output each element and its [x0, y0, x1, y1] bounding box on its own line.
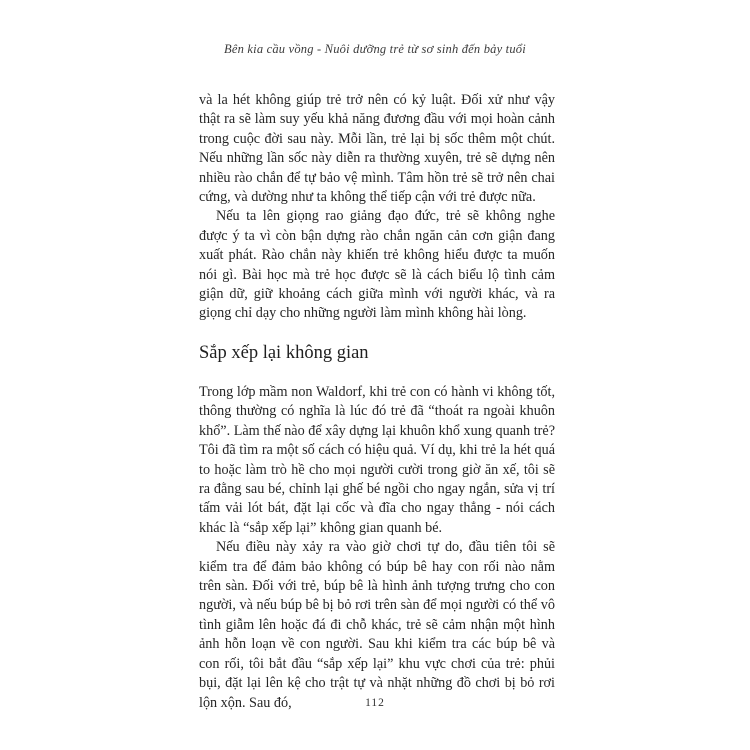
paragraph: và la hét không giúp trẻ trở nên có kỷ luật. Đối xử như vậy thật ra sẽ làm suy yếu khả năng đương đầu với mọi hoàn cảnh trong cuộc đời sau này. Mỗi lần, trẻ lại bị sốc thêm một chút. Nếu những lần sốc này diễn ra thường xuyên, trẻ sẽ dựng nên nhiều rào chắn để tự bảo vệ mình. Tâm hồn trẻ sẽ trở nên chai cứng, và dường như ta không thể tiếp cận với trẻ được nữa.	[199, 92, 555, 206]
paragraph: Nếu ta lên giọng rao giảng đạo đức, trẻ sẽ không nghe được ý ta vì còn bận dựng rào chắn ngăn cản cơn giận đang xuất phát. Rào chắn này khiến trẻ không hiểu được ta muốn nói gì. Bài học mà trẻ học được sẽ là cách biểu lộ tình cảm giận dữ, giữ khoảng cách giữa mình với người khác, và ra giọng chỉ dạy cho những người làm mình không hài lòng.	[199, 208, 555, 322]
text-block-bottom	[199, 383, 555, 713]
page-number: 112	[365, 697, 385, 709]
paragraph: Nếu điều này xảy ra vào giờ chơi tự do, đầu tiên tôi sẽ kiểm tra để đảm bảo không có búp bê hay con rối nào nằm trên sàn. Đối với trẻ, búp bê là hình ảnh tượng trưng cho con người, và nếu búp bê bị bỏ rơi trên sàn để mọi người có thể vô tình giẫm lên hoặc đá đi chỗ khác, trẻ sẽ cảm nhận một hình ảnh hỗn loạn về con người. Sau khi kiểm tra các búp bê và con rối, tôi bắt đầu “sắp xếp lại” khu vực chơi của trẻ: phủi bụi, đặt lại lên kệ cho trật tự và nhặt những đồ chơi bị bỏ rơi lộn xộn. Sau đó,	[199, 539, 555, 711]
running-header: Bên kia cầu vồng - Nuôi dưỡng trẻ từ sơ sinh đến bảy tuổi	[224, 42, 526, 56]
section-heading: Sắp xếp lại không gian	[199, 343, 369, 363]
text-block-top	[199, 91, 555, 324]
paragraph: Trong lớp mầm non Waldorf, khi trẻ con có hành vi không tốt, thông thường có nghĩa là lúc đó trẻ đã “thoát ra ngoài khuôn khổ”. Làm thế nào để xây dựng lại khuôn khổ xung quanh trẻ? Tôi đã tìm ra một số cách có hiệu quả. Ví dụ, khi trẻ la hét quá to hoặc làm trò hề cho mọi người cười trong giờ ăn xế, tôi sẽ ra đằng sau bé, chỉnh lại ghế bé ngồi cho ngay ngắn, sửa vị trí tấm vải lót bát, đặt lại cốc và đĩa cho ngay thẳng - nói cách khác là “sắp xếp lại” không gian quanh bé.	[199, 384, 555, 536]
